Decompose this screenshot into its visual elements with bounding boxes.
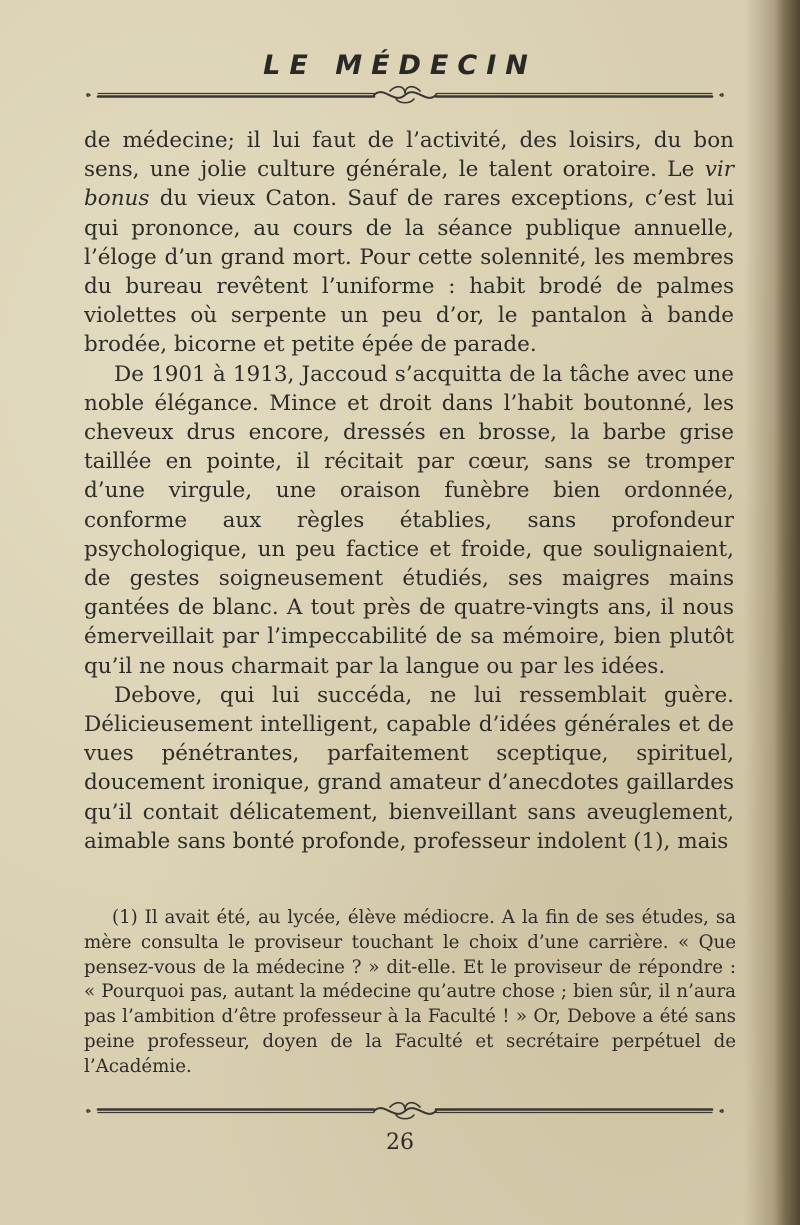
decorative-rule-icon bbox=[84, 84, 726, 106]
paragraph: De 1901 à 1913, Jaccoud s’acquitta de la tâche avec une noble élégance. Mince et droit dans l’habit boutonné, les cheveux drus encore, dressés en brosse, la barbe grise taillée en pointe, il récitait par cœur, sans se tromper d’une virgule, une oraison funèbre bien ordonnée, conforme aux règles établies, sans profondeur psychologique, un peu factice et froide, que soulignaient, de gestes soigneusement étudiés, ses maigres mains gantées de blanc. A tout près de quatre-vingts ans, il nous émerveillait par l’impeccabilité de sa mémoire, bien plutôt qu’il ne nous charmait par la langue ou par les idées. bbox=[84, 361, 734, 679]
page-number: 26 bbox=[386, 1130, 414, 1155]
paragraph: Debove, qui lui succéda, ne lui ressemblait guère. Délicieusement intelligent, capable d’idées générales et de vues pénétrantes, parfaitement sceptique, spirituel, doucement ironique, grand amateur d’anecdotes gaillardes qu’il contait délicatement, bienveillant sans aveuglement, aimable sans bonté profonde, professeur indolent (1), mais bbox=[84, 682, 734, 854]
page-edge-shadow bbox=[774, 0, 800, 1225]
footnote bbox=[84, 906, 736, 1080]
paragraph-text: de médecine; il lui faut de l’activité, des loisirs, du bon sens, une jolie culture générale, le talent oratoire. Le bbox=[84, 128, 734, 183]
running-head: LE MÉDECIN bbox=[263, 50, 537, 81]
paragraph bbox=[84, 126, 734, 360]
footnote-text: (1) Il avait été, au lycée, élève médiocre. A la fin de ses études, sa mère consulta le proviseur touchant le choix d’une carrière. « Que pensez-vous de la médecine ? » dit-elle. Et le proviseur de répondre : « Pourquoi pas, autant la médecine qu’autre chose ; bien sûr, il n’aura pas l’ambition d’être professeur à la Faculté ! » Or, Debove a été sans peine professeur, doyen de la Faculté et secrétaire perpétuel de l’Académie. bbox=[84, 907, 736, 1077]
main-text bbox=[84, 126, 734, 856]
paragraph-text: du vieux Caton. Sauf de rares exceptions, c’est lui qui prononce, au cours de la séance publique annuelle, l’éloge d’un grand mort. Pour cette solennité, les membres du bureau revêtent l’uniforme : habit brodé de palmes violettes où serpente un peu d’or, le pantalon à bande brodée, bicorne et petite épée de parade. bbox=[84, 186, 734, 358]
latin-phrase: vir bonus bbox=[84, 157, 734, 212]
decorative-rule-icon bbox=[84, 1100, 726, 1122]
